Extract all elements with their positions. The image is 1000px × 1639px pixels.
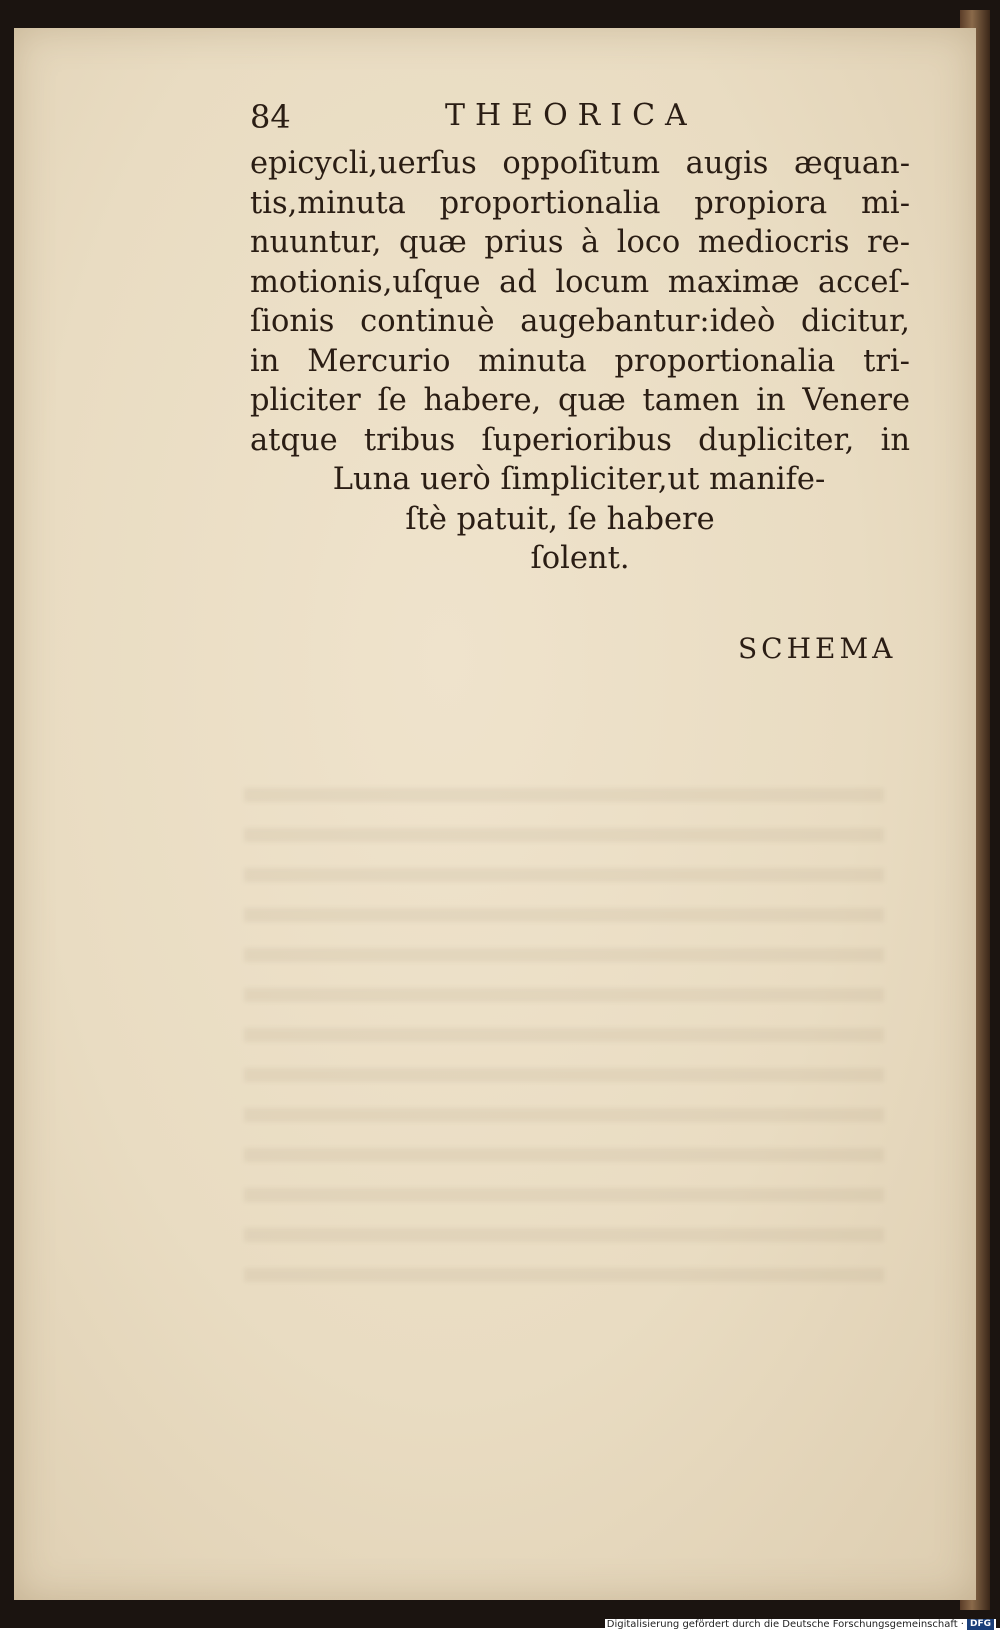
text-line-centered: ſolent. [530,541,630,576]
dfg-logo: DFG [967,1619,994,1630]
page-header [250,98,910,144]
running-head: THEORICA [445,98,697,133]
show-through-text [244,788,884,1308]
page-number: 84 [250,98,291,136]
text-line: tis,minuta proportionalia propiora mi- [250,185,910,221]
text-line: motionis,uſque ad locum maximæ acceſ- [250,264,910,300]
text-line: in Mercurio minuta proportionalia tri- [250,343,910,379]
funding-credit [605,1619,996,1631]
text-line: epicycli,uerſus oppoſitum augis æquan- [250,146,910,181]
text-line: ſionis continuè augebantur:ideò dicitur, [250,304,910,339]
catchword: SCHEMA [738,632,897,665]
text-line: atque tribus ſuperioribus dupliciter, in [250,422,910,458]
text-line: nuuntur, quæ prius à loco mediocris re- [250,225,910,260]
text-line: pliciter ſe habere, quæ tamen in Venere [250,383,910,418]
credit-text: Digitalisierung gefördert durch die Deutsche Forschungsgemeinschaft · [606,1619,964,1630]
text-line-centered: ſtè patuit, ſe habere [405,501,715,537]
body-text [250,144,910,579]
text-line-centered: Luna uerò ſimpliciter,ut manife- [332,462,826,497]
text-block [250,98,910,579]
